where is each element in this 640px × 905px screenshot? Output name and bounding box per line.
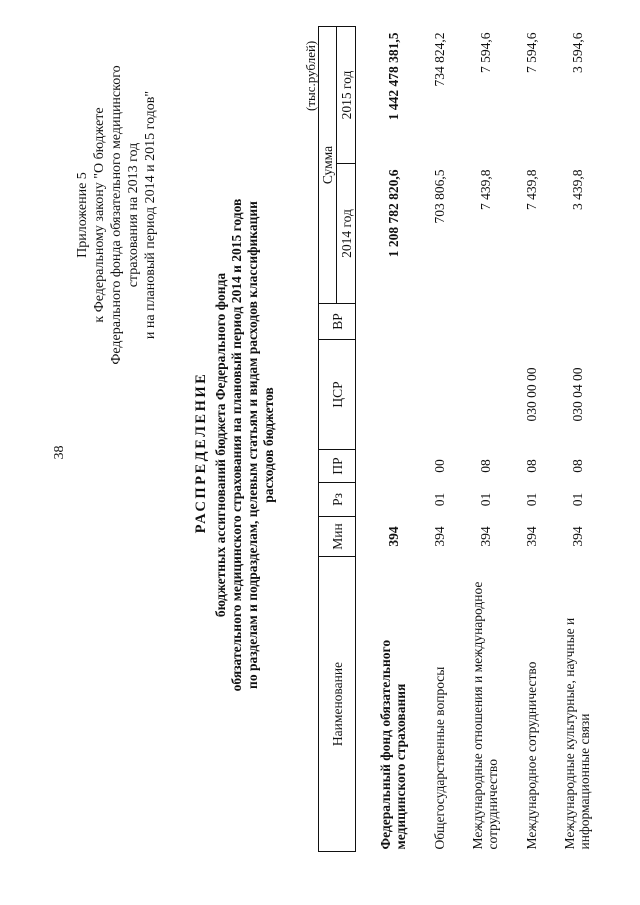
row-name: Федеральный фонд обязательного медицинского страхования <box>378 639 408 850</box>
table-header-row <box>319 26 337 851</box>
row-rz: 01 <box>431 492 447 507</box>
header-2015: 2015 год <box>337 26 356 163</box>
row-rz: 01 <box>569 492 585 507</box>
row-sum-2014: 7 439,8 <box>477 169 493 210</box>
table-row <box>462 26 508 851</box>
row-vr <box>370 304 416 340</box>
header-vr: ВР <box>319 304 356 340</box>
subtitle-line: бюджетных ассигнований бюджета Федерального фонда <box>213 272 228 618</box>
row-sum-2015: 1 442 478 381,5 <box>385 32 401 121</box>
row-pr: 00 <box>431 459 447 473</box>
row-sum-2014: 3 439,8 <box>569 169 585 210</box>
subtitle-line: расходов бюджетов <box>261 387 276 503</box>
row-pr: 08 <box>523 459 539 473</box>
row-min: 394 <box>385 526 401 547</box>
appendix-note <box>74 25 159 405</box>
row-name: Общегосударственные вопросы <box>431 666 447 850</box>
row-sum-2014: 1 208 782 820,6 <box>385 169 401 258</box>
document-subtitle <box>213 175 277 715</box>
subtitle-line: по разделам и подразделам, целевым статьям и видам расходов классификации <box>245 201 260 689</box>
header-2014: 2014 год <box>337 164 356 304</box>
header-rz: Рз <box>319 483 356 517</box>
row-csr: 030 00 00 <box>523 367 539 422</box>
row-sum-2014: 7 439,8 <box>523 169 539 210</box>
row-vr <box>416 304 462 340</box>
row-min: 394 <box>569 526 585 547</box>
table-row <box>370 26 416 851</box>
row-name: Международные отношения и международное сотрудничество <box>470 581 500 850</box>
row-name: Международные культурные, научные и информационные связи <box>562 617 592 850</box>
row-sum-2015: 3 594,6 <box>569 32 585 73</box>
row-csr: 030 04 00 <box>569 367 585 422</box>
subtitle-line: обязательного медицинского страхования на плановый период 2014 и 2015 годов <box>229 198 244 692</box>
budget-table <box>318 26 600 852</box>
appendix-line: страхования на 2013 год <box>126 142 141 288</box>
row-sum-2015: 7 594,6 <box>523 32 539 73</box>
row-vr <box>508 304 554 340</box>
row-min: 394 <box>431 526 447 547</box>
header-pr: ПР <box>319 450 356 483</box>
row-pr: 08 <box>477 459 493 473</box>
appendix-line: и на плановый период 2014 и 2015 годов" <box>143 90 158 340</box>
header-name: Наименование <box>319 557 356 852</box>
appendix-line: к Федеральному закону "О бюджете <box>92 107 107 323</box>
row-rz: 01 <box>477 492 493 507</box>
row-vr <box>554 304 600 340</box>
header-csr: ЦСР <box>319 340 356 450</box>
row-sum-2015: 7 594,6 <box>477 32 493 73</box>
unit-label: (тыс.рублей) <box>303 40 318 111</box>
row-csr <box>370 340 416 450</box>
table-row <box>508 26 554 851</box>
row-vr <box>462 304 508 340</box>
appendix-line: Федерального фонда обязательного медицинского <box>109 65 124 365</box>
document-title: РАСПРЕДЕЛЕНИЕ <box>193 371 209 534</box>
row-rz <box>370 483 416 517</box>
row-csr <box>416 340 462 450</box>
row-sum-2014: 703 806,5 <box>431 169 447 224</box>
appendix-line: Приложение 5 <box>75 172 90 258</box>
table-row <box>554 26 600 851</box>
row-pr <box>370 450 416 483</box>
row-rz: 01 <box>523 492 539 507</box>
row-pr: 08 <box>569 459 585 473</box>
page-number: 38 <box>52 445 67 460</box>
row-sum-2015: 734 824,2 <box>431 32 447 87</box>
row-name: Международное сотрудничество <box>523 661 539 850</box>
header-min: Мин <box>319 517 356 557</box>
row-min: 394 <box>523 526 539 547</box>
row-csr <box>462 340 508 450</box>
table-row <box>416 26 462 851</box>
header-sum: Сумма <box>319 26 337 303</box>
row-min: 394 <box>477 526 493 547</box>
